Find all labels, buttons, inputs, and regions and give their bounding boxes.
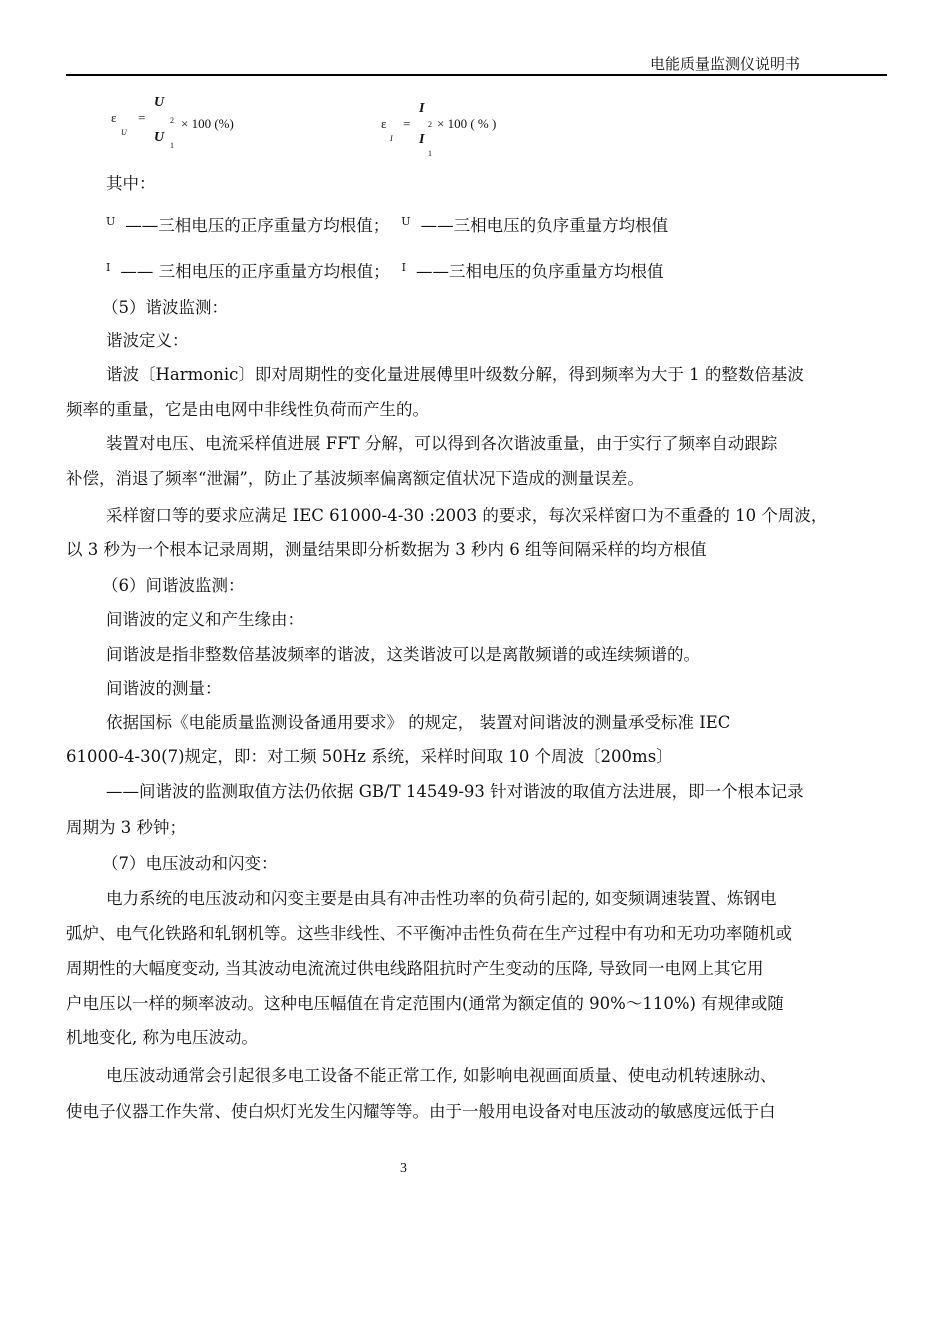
i-symbol: I [106,261,111,274]
u2-subscript: 2 [170,116,174,125]
harmonic-paragraph-3a: 采样窗口等的要求应满足 IEC 61000-4-30 :2003 的要求，每次采样窗口为不重叠的 10 个周波， [106,506,828,525]
interharmonic-paragraph-2b: 61000-4-30(7)规定，即：对工频 50Hz 系统，采样时间取 10 个周波〔200ms〕 [66,747,673,766]
u1-symbol: U [154,130,165,145]
voltage-fluctuation-paragraph-2b: 使电子仪器工作失常、使白炽灯光发生闪耀等等。由于一般用电设备对电压波动的敏感度远低于白 [66,1102,776,1121]
u-symbol-2: U [401,215,411,228]
equals-sign-u: = [138,110,146,125]
voltage-fluctuation-paragraph-1b: 弧炉、电气化铁路和轧钢机等。这些非线性、不平衡冲击性负荷在生产过程中有功和无功功率随机或 [66,924,792,943]
voltage-fluctuation-paragraph-1d: 户电压以一样的频率波动。这种电压幅值在肯定范围内(通常为额定值的 90%～110%) 有规律或随 [66,994,784,1013]
epsilon-u: ε [111,110,117,125]
times-100-u: × 100 (%) [181,116,234,131]
harmonic-paragraph-1b: 频率的重量，它是由电网中非线性负荷而产生的。 [66,400,429,419]
i1-symbol: I [419,132,425,147]
i2-subscript: 2 [428,120,432,129]
heading-7-voltage-fluctuation: （7）电压波动和闪变： [102,854,278,873]
i-symbol-2: I [401,261,406,274]
interharmonic-paragraph-3a: ——间谐波的监测取值方法仍依据 GB/T 14549-93 针对谐波的取值方法进展，即一个根本记录 [106,782,804,801]
u1-subscript: 1 [170,141,174,150]
harmonic-paragraph-3b: 以 3 秒为一个根本记录周期，测量结果即分析数据为 3 秒内 6 组等间隔采样的均方根值 [66,540,707,559]
interharmonic-paragraph-1: 间谐波是指非整数倍基波频率的谐波，这类谐波可以是离散频谱的或连续频谱的。 [106,645,700,664]
i-negative-text: ——三相电压的负序重量方均根值 [415,262,664,281]
definition-i-line [106,251,886,288]
interharmonic-paragraph-3b: 周期为 3 秒钟； [66,818,186,837]
definition-u-line [106,205,886,242]
interharmonic-measurement-label: 间谐波的测量： [106,679,222,698]
harmonic-paragraph-1a: 谐波〔Harmonic〕即对周期性的变化量进展傅里叶级数分解，得到频率为大于 1 的整数倍基波 [106,365,804,384]
page-number: 3 [400,1161,407,1176]
voltage-fluctuation-paragraph-1e: 机地变化, 称为电压波动。 [66,1028,258,1047]
epsilon-i-subscript: I [390,134,393,143]
i-positive-text: —— 三相电压的正序重量方均根值； [120,262,390,281]
equals-sign-i: = [403,116,411,131]
paragraph-where: 其中： [106,174,156,193]
harmonic-paragraph-2a: 装置对电压、电流采样值进展 FFT 分解，可以得到各次谐波重量，由于实行了频率自动跟踪 [106,434,778,453]
i2-symbol: I [419,101,425,116]
harmonic-definition-label: 谐波定义： [106,331,189,350]
epsilon-i: ε [381,116,387,131]
voltage-fluctuation-paragraph-1c: 周期性的大幅度变动, 当其波动电流流过供电线路阻抗时产生变动的压降, 导致同一电网上其它用 [66,959,764,978]
voltage-fluctuation-paragraph-2a: 电压波动通常会引起很多电工设备不能正常工作, 如影响电视画面质量、使电动机转速脉动、 [106,1066,777,1085]
harmonic-paragraph-2b: 补偿，消退了频率“泄漏”，防止了基波频率偏离额定值状况下造成的测量误差。 [66,469,644,488]
u2-symbol: U [154,95,165,110]
header-title: 电能质量监测仪说明书 [649,55,800,73]
heading-5-harmonic: （5）谐波监测： [102,298,228,317]
u-positive-text: ——三相电压的正序重量方均根值； [125,216,390,235]
interharmonic-definition-label: 间谐波的定义和产生缘由： [106,610,304,629]
u-symbol: U [106,215,116,228]
u-negative-text: ——三相电压的负序重量方均根值 [420,216,669,235]
i1-subscript: 1 [428,149,432,158]
heading-6-interharmonic: （6）间谐波监测： [102,576,245,595]
header-rule [66,74,887,76]
voltage-fluctuation-paragraph-1a: 电力系统的电压波动和闪变主要是由具有冲击性功率的负荷引起的, 如变频调速装置、炼钢电 [106,889,777,908]
times-100-i: × 100 ( % ) [437,116,497,131]
epsilon-u-subscript: U [121,128,127,137]
interharmonic-paragraph-2a: 依据国标《电能质量监测设备通用要求》 的规定， 装置对间谐波的测量承受标准 IEC [106,713,731,732]
